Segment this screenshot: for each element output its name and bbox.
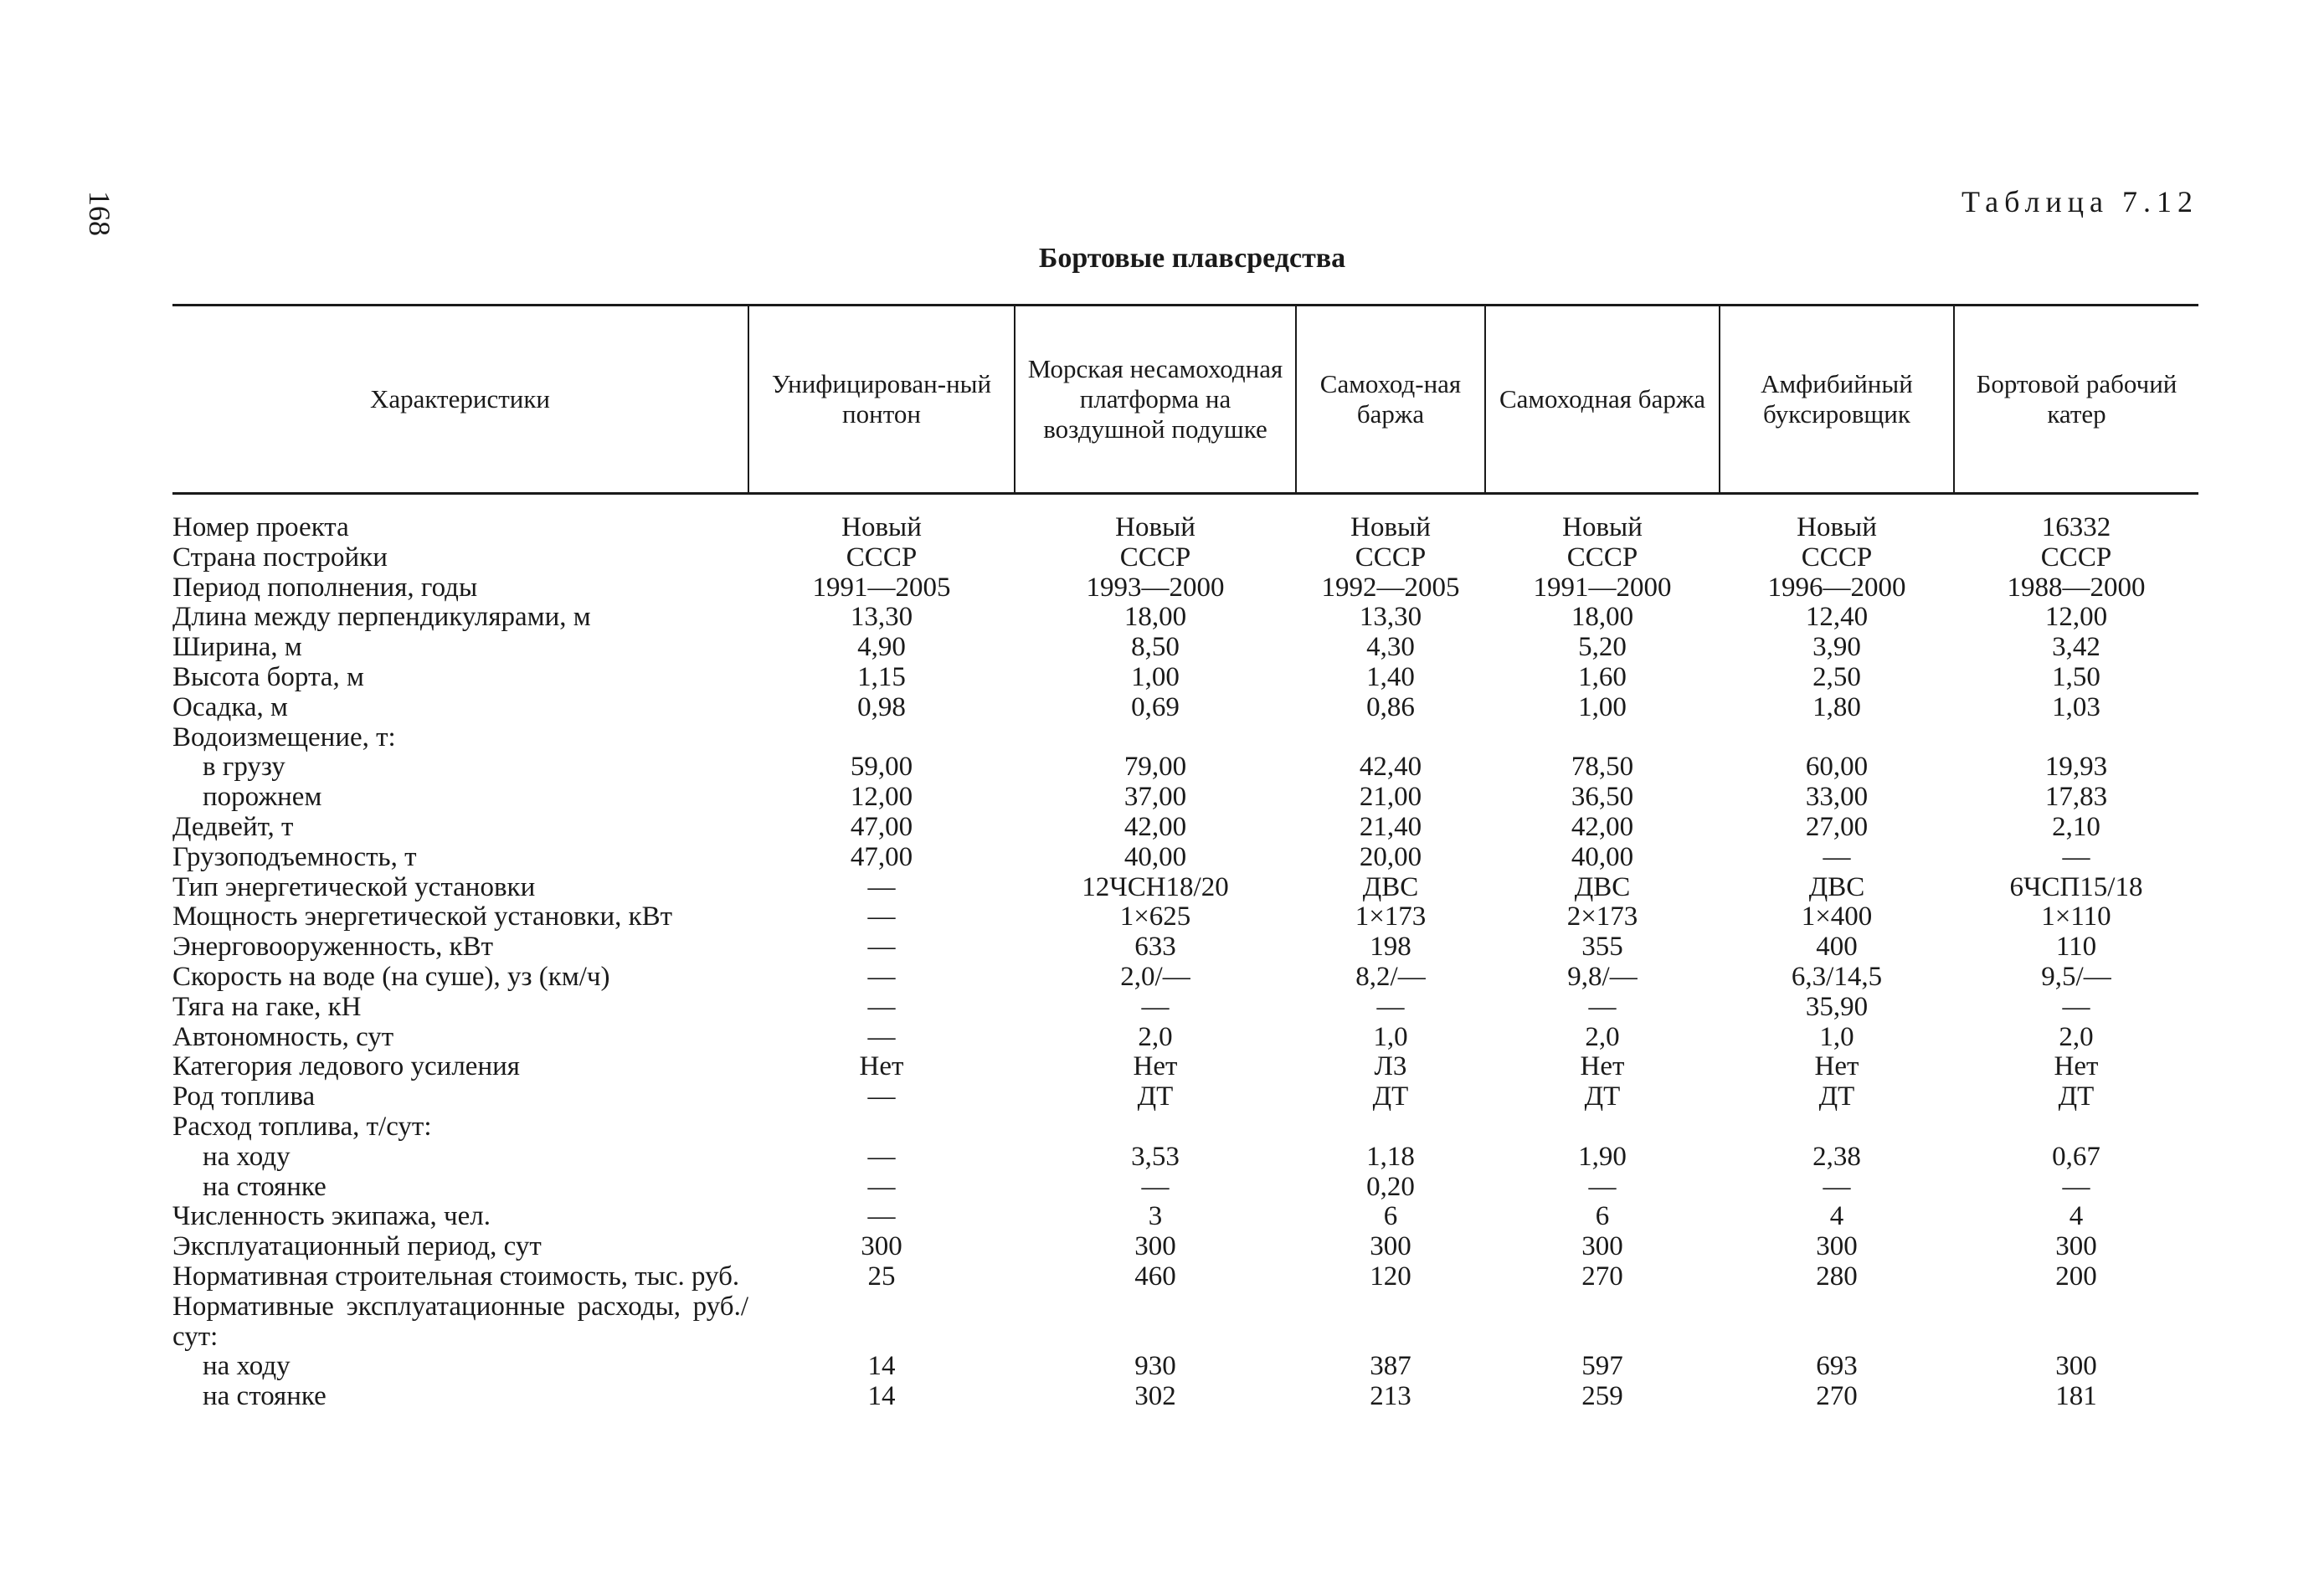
cell-value: ДВС — [1808, 871, 1865, 902]
cell-value: 181 — [2055, 1381, 2097, 1412]
table-row — [172, 633, 2198, 663]
cell-value: 110 — [2055, 932, 2097, 963]
specifications-table — [172, 304, 2198, 1412]
table-row — [172, 783, 2198, 813]
cell-value: — — [2062, 1171, 2090, 1202]
cell-value: 1,00 — [1578, 691, 1627, 722]
cell-value: 18,00 — [1123, 602, 1187, 633]
cell-value: 1×110 — [2041, 901, 2111, 932]
row-label: порожнем — [203, 782, 322, 813]
cell-value: 280 — [1816, 1261, 1858, 1292]
cell-value: Нет — [1133, 1051, 1178, 1082]
row-label: Категория ледового усиления — [172, 1051, 520, 1082]
cell-value: Нет — [859, 1051, 904, 1082]
cell-value: 1,0 — [1819, 1021, 1854, 1052]
cell-value: 693 — [1816, 1351, 1858, 1382]
cell-value: Л3 — [1374, 1051, 1407, 1082]
cell-value: 13,30 — [850, 602, 913, 633]
cell-value: 460 — [1134, 1261, 1176, 1292]
cell-value: — — [867, 1201, 896, 1232]
table-row — [172, 873, 2198, 903]
cell-value — [1485, 1292, 1720, 1353]
cell-value — [748, 1292, 1015, 1353]
cell-value: 300 — [1816, 1231, 1858, 1262]
cell-value: 20,00 — [1359, 841, 1422, 872]
cell-value — [1296, 1292, 1485, 1353]
cell-value: Новый — [1562, 512, 1643, 542]
cell-value: 21,00 — [1359, 782, 1422, 813]
cell-value — [1485, 1112, 1720, 1143]
cell-value: — — [1376, 991, 1405, 1022]
cell-value: 12,40 — [1805, 602, 1869, 633]
table-row — [172, 693, 2198, 723]
header-work-boat: Бортовой рабочий катер — [1954, 306, 2198, 494]
cell-value — [1720, 1112, 1954, 1143]
cell-value: СССР — [846, 542, 918, 573]
cell-value: 300 — [1370, 1231, 1411, 1262]
cell-value: 14 — [867, 1351, 896, 1382]
cell-value: 0,67 — [2052, 1141, 2100, 1172]
cell-value: 3,90 — [1812, 632, 1861, 663]
cell-value: 300 — [1134, 1231, 1176, 1262]
table-row — [172, 932, 2198, 963]
cell-value: 4,30 — [1366, 632, 1415, 663]
table-row — [172, 1232, 2198, 1262]
cell-value: 1,00 — [1131, 661, 1180, 692]
cell-value: 79,00 — [1123, 752, 1187, 783]
table-row — [172, 1143, 2198, 1173]
cell-value: 1×173 — [1355, 901, 1427, 932]
table-row — [172, 902, 2198, 932]
table-row — [172, 1262, 2198, 1292]
table-row — [172, 494, 2198, 543]
cell-value: СССР — [2040, 542, 2112, 573]
row-label: Эксплуатационный период, сут — [172, 1231, 542, 1262]
cell-value: ДВС — [1574, 871, 1631, 902]
cell-value: 300 — [2055, 1231, 2097, 1262]
cell-value: 120 — [1370, 1261, 1411, 1292]
table-row — [172, 1352, 2198, 1382]
table-row — [172, 543, 2198, 573]
cell-value — [1015, 1112, 1296, 1143]
cell-value: 42,40 — [1359, 752, 1422, 783]
cell-value: 1993—2000 — [1086, 572, 1225, 603]
cell-value: 302 — [1134, 1381, 1176, 1412]
cell-value: — — [867, 1081, 896, 1112]
cell-value: 6,3/14,5 — [1791, 961, 1883, 992]
table-row — [172, 1052, 2198, 1082]
cell-value: — — [867, 1021, 896, 1052]
row-label: Высота борта, м — [172, 661, 364, 692]
row-label: на ходу — [203, 1141, 290, 1172]
cell-value: 6 — [1595, 1201, 1610, 1232]
table-row — [172, 723, 2198, 753]
row-label: Ширина, м — [172, 632, 302, 663]
cell-value: 8,50 — [1131, 632, 1180, 663]
row-label: Нормативная строительная стоимость, тыс. руб. — [172, 1261, 740, 1292]
cell-value: 47,00 — [850, 811, 913, 842]
cell-value: СССР — [1566, 542, 1638, 573]
cell-value: 2,38 — [1812, 1141, 1861, 1172]
table-row — [172, 663, 2198, 693]
cell-value: 597 — [1581, 1351, 1623, 1382]
cell-value: 5,20 — [1578, 632, 1627, 663]
cell-value — [1720, 723, 1954, 753]
cell-value — [1954, 723, 2198, 753]
row-label: на стоянке — [203, 1171, 326, 1202]
cell-value: 400 — [1816, 932, 1858, 963]
cell-value: 2,0 — [2059, 1021, 2094, 1052]
table-row — [172, 1023, 2198, 1053]
cell-value: 2×173 — [1566, 901, 1638, 932]
cell-value: ДТ — [1137, 1081, 1174, 1112]
row-label: Расход топлива, т/сут: — [172, 1111, 432, 1142]
cell-value: 1,50 — [2052, 661, 2100, 692]
page-number: 168 — [83, 191, 116, 236]
cell-value: — — [867, 1141, 896, 1172]
cell-value — [1296, 723, 1485, 753]
row-label: Период пополнения, годы — [172, 572, 478, 603]
row-label: Род топлива — [172, 1081, 316, 1112]
cell-value — [748, 723, 1015, 753]
cell-value: ДТ — [1818, 1081, 1855, 1112]
cell-value: 1,60 — [1578, 661, 1627, 692]
cell-value: 40,00 — [1123, 841, 1187, 872]
cell-value: 1,90 — [1578, 1141, 1627, 1172]
header-self-propelled-barge-1: Самоход-ная баржа — [1296, 306, 1485, 494]
cell-value: 0,98 — [857, 691, 906, 722]
cell-value: 0,69 — [1131, 691, 1180, 722]
table-row — [172, 573, 2198, 604]
cell-value: 40,00 — [1571, 841, 1634, 872]
cell-value: Новый — [1797, 512, 1877, 542]
cell-value: 1,40 — [1366, 661, 1415, 692]
cell-value: 930 — [1134, 1351, 1176, 1382]
cell-value: — — [867, 961, 896, 992]
cell-value: 1,80 — [1812, 691, 1861, 722]
table-row — [172, 963, 2198, 993]
row-label: Осадка, м — [172, 691, 288, 722]
cell-value: 4,90 — [857, 632, 906, 663]
cell-value: 300 — [861, 1231, 902, 1262]
cell-value: 9,5/— — [2041, 961, 2111, 992]
row-label: Дедвейт, т — [172, 811, 294, 842]
header-amphibious-tug: Амфибийный буксировщик — [1720, 306, 1954, 494]
cell-value: 42,00 — [1571, 811, 1634, 842]
cell-value: Новый — [841, 512, 922, 542]
cell-value: 2,0 — [1138, 1021, 1173, 1052]
cell-value: 60,00 — [1805, 752, 1869, 783]
row-label: на стоянке — [203, 1381, 326, 1412]
header-self-propelled-barge-2: Самоходная баржа — [1485, 306, 1720, 494]
cell-value — [1296, 1112, 1485, 1143]
cell-value: 8,2/— — [1355, 961, 1426, 992]
cell-value: 259 — [1581, 1381, 1623, 1412]
table-row — [172, 1292, 2198, 1353]
header-row — [172, 306, 2198, 494]
row-label: в грузу — [203, 752, 285, 783]
cell-value: 198 — [1370, 932, 1411, 963]
cell-value — [748, 1112, 1015, 1143]
row-label: Нормативные эксплуатационные расходы, руб./сут: — [172, 1291, 748, 1352]
cell-value: 19,93 — [2044, 752, 2108, 783]
table-row — [172, 993, 2198, 1023]
cell-value: — — [867, 901, 896, 932]
cell-value — [1015, 1292, 1296, 1353]
cell-value: 2,0/— — [1120, 961, 1190, 992]
cell-value: 1996—2000 — [1767, 572, 1906, 603]
cell-value: 14 — [867, 1381, 896, 1412]
cell-value — [1720, 1292, 1954, 1353]
cell-value: СССР — [1119, 542, 1191, 573]
cell-value — [1954, 1292, 2198, 1353]
cell-value — [1485, 723, 1720, 753]
table-title: Бортовые плавсредства — [1038, 243, 1346, 274]
cell-value: 2,50 — [1812, 661, 1861, 692]
cell-value: 12ЧСН18/20 — [1082, 871, 1229, 902]
cell-value: 1,18 — [1366, 1141, 1415, 1172]
cell-value: 0,20 — [1366, 1171, 1415, 1202]
cell-value: 200 — [2055, 1261, 2097, 1292]
cell-value: 36,50 — [1571, 782, 1634, 813]
cell-value: 1992—2005 — [1321, 572, 1460, 603]
cell-value: 1,15 — [857, 661, 906, 692]
row-label: Тяга на гаке, кН — [172, 991, 362, 1022]
cell-value: 47,00 — [850, 841, 913, 872]
cell-value: 1,03 — [2052, 691, 2100, 722]
cell-value: СССР — [1801, 542, 1873, 573]
table-row — [172, 603, 2198, 633]
table-row — [172, 813, 2198, 843]
cell-value: Нет — [1814, 1051, 1859, 1082]
cell-value: 16332 — [2041, 512, 2111, 542]
cell-value: СССР — [1355, 542, 1427, 573]
cell-value: 12,00 — [850, 782, 913, 813]
table-row — [172, 1082, 2198, 1112]
row-label: Скорость на воде (на суше), уз (км/ч) — [172, 961, 610, 992]
cell-value: — — [1141, 991, 1170, 1022]
cell-value: — — [1588, 1171, 1617, 1202]
cell-value: Новый — [1115, 512, 1195, 542]
cell-value: 35,90 — [1805, 991, 1869, 1022]
table-row — [172, 1382, 2198, 1412]
cell-value: 21,40 — [1359, 811, 1422, 842]
cell-value: 6 — [1383, 1201, 1398, 1232]
row-label: Энерговооруженность, кВт — [172, 932, 494, 963]
row-label: Грузоподъемность, т — [172, 841, 417, 872]
cell-value: ДТ — [1584, 1081, 1621, 1112]
cell-value: 1×400 — [1801, 901, 1873, 932]
header-characteristics: Характеристики — [172, 306, 748, 494]
row-label: Численность экипажа, чел. — [172, 1201, 491, 1232]
table-row — [172, 1202, 2198, 1232]
row-label: Водоизмещение, т: — [172, 722, 396, 752]
table-row — [172, 1173, 2198, 1203]
cell-value: 33,00 — [1805, 782, 1869, 813]
cell-value: 300 — [1581, 1231, 1623, 1262]
header-unified-pontoon: Унифицирован-ный понтон — [748, 306, 1015, 494]
row-label: Длина между перпендикулярами, м — [172, 602, 591, 633]
cell-value: — — [1823, 1171, 1851, 1202]
cell-value: 37,00 — [1123, 782, 1187, 813]
cell-value: 3,53 — [1131, 1141, 1180, 1172]
cell-value: 213 — [1370, 1381, 1411, 1412]
cell-value: — — [867, 991, 896, 1022]
cell-value: 17,83 — [2044, 782, 2108, 813]
cell-value — [1954, 1112, 2198, 1143]
table-row — [172, 1112, 2198, 1143]
cell-value: 3 — [1148, 1201, 1163, 1232]
cell-value: 12,00 — [2044, 602, 2108, 633]
cell-value — [1015, 723, 1296, 753]
cell-value: 4 — [1829, 1201, 1844, 1232]
cell-value: 0,86 — [1366, 691, 1415, 722]
cell-value: — — [867, 871, 896, 902]
cell-value: ДТ — [2058, 1081, 2095, 1112]
cell-value: 27,00 — [1805, 811, 1869, 842]
cell-value: — — [2062, 841, 2090, 872]
cell-value: — — [1588, 991, 1617, 1022]
table-label: Таблица 7.12 — [1962, 185, 2198, 218]
cell-value: — — [1141, 1171, 1170, 1202]
row-label: на ходу — [203, 1351, 290, 1382]
cell-value: Новый — [1350, 512, 1431, 542]
cell-value: 270 — [1816, 1381, 1858, 1412]
table-body — [172, 494, 2198, 1412]
row-label: Мощность энергетической установки, кВт — [172, 901, 673, 932]
cell-value: 25 — [867, 1261, 896, 1292]
cell-value: 4 — [2069, 1201, 2084, 1232]
cell-value: 633 — [1134, 932, 1176, 963]
cell-value: — — [1823, 841, 1851, 872]
cell-value: 3,42 — [2052, 632, 2100, 663]
cell-value: 2,10 — [2052, 811, 2100, 842]
header-hovercraft-platform: Морская несамоходная платформа на воздушной подушке — [1015, 306, 1296, 494]
cell-value: 42,00 — [1123, 811, 1187, 842]
cell-value: 78,50 — [1571, 752, 1634, 783]
row-label: Автономность, сут — [172, 1021, 394, 1052]
cell-value: 270 — [1581, 1261, 1623, 1292]
table-row — [172, 843, 2198, 873]
cell-value: — — [867, 1171, 896, 1202]
cell-value: 387 — [1370, 1351, 1411, 1382]
cell-value: 18,00 — [1571, 602, 1634, 633]
cell-value: Нет — [2054, 1051, 2099, 1082]
cell-value: 355 — [1581, 932, 1623, 963]
cell-value: Нет — [1580, 1051, 1625, 1082]
cell-value: 2,0 — [1585, 1021, 1620, 1052]
cell-value: 1988—2000 — [2007, 572, 2146, 603]
table-header — [172, 306, 2198, 494]
cell-value: ДВС — [1362, 871, 1419, 902]
cell-value: 13,30 — [1359, 602, 1422, 633]
row-label: Номер проекта — [172, 512, 349, 542]
cell-value: 1,0 — [1373, 1021, 1408, 1052]
row-label: Тип энергетической установки — [172, 871, 536, 902]
table-row — [172, 752, 2198, 783]
cell-value: 1991—2005 — [812, 572, 951, 603]
cell-value: 1991—2000 — [1533, 572, 1672, 603]
cell-value: — — [2062, 991, 2090, 1022]
cell-value: 300 — [2055, 1351, 2097, 1382]
cell-value: 1×625 — [1119, 901, 1191, 932]
row-label: Страна постройки — [172, 542, 388, 573]
cell-value: 6ЧСП15/18 — [2009, 871, 2143, 902]
cell-value: 59,00 — [850, 752, 913, 783]
cell-value: ДТ — [1372, 1081, 1409, 1112]
cell-value: 9,8/— — [1567, 961, 1638, 992]
cell-value: — — [867, 932, 896, 963]
